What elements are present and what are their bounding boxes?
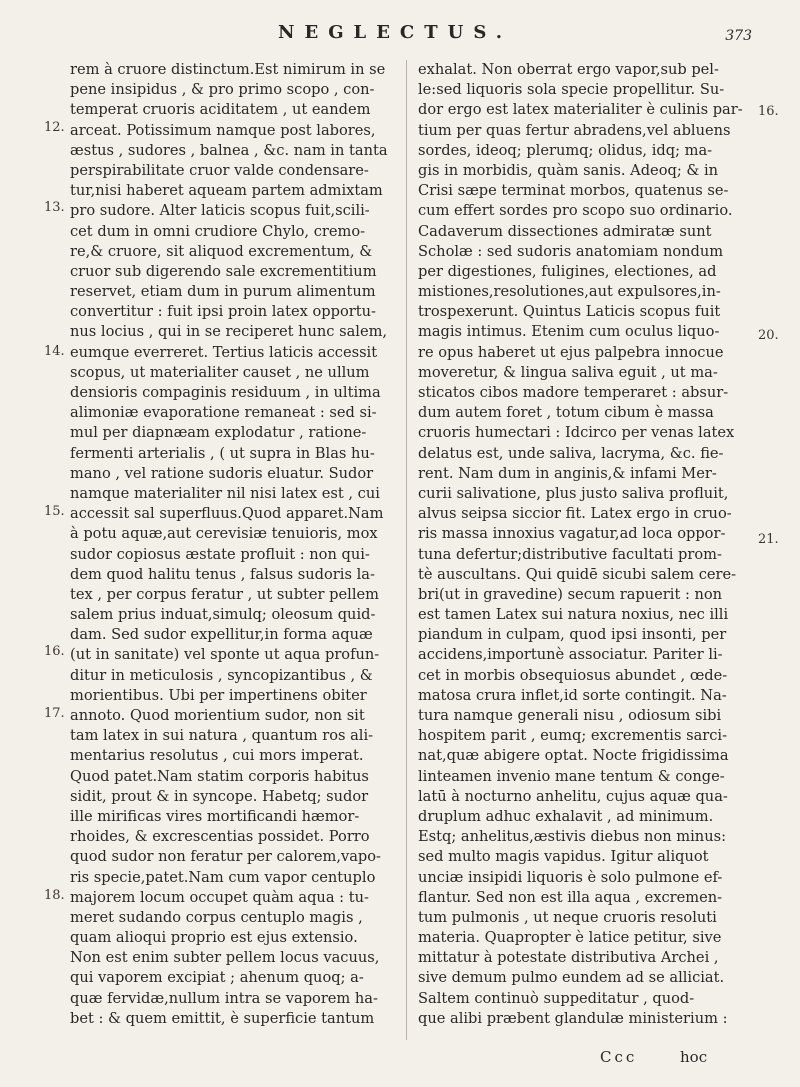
text-line: tam latex in sui natura , quantum ros ali- [70,727,374,745]
text-line: cruoris humectari : Idcirco per venas latex [418,424,735,442]
text-line: gis in morbidis, quàm sanis. Adeoq; & in [418,161,719,179]
text-line: tium per quas fertur abradens,vel abluens [418,121,731,139]
text-line: hospitem parit , eumq; excrementis sarci- [418,727,728,745]
text-line: mul per diapnæam explodatur , ratione- [70,424,367,442]
text-line: dum autem foret , totum cibum è massa [418,404,714,422]
margin-number: 20. [758,328,779,343]
text-line: Cadaverum dissectiones admiratæ sunt [418,222,712,240]
text-line: Scholæ : sed sudoris anatomiam nondum [418,242,724,260]
text-line: mano , vel ratione sudoris eluatur. Sudor [70,464,374,482]
text-line: qui vaporem excipiat ; ahenum quoq; a- [70,969,364,987]
text-line: mistiones,resolutiones,aut expulsores,in- [418,283,721,301]
text-line: accidens,importunè associatur. Pariter li- [418,646,723,664]
text-line: nat,quæ abigere optat. Nocte frigidissima [418,747,729,765]
text-line: sed multo magis vapidus. Igitur aliquot [418,848,709,866]
text-line: unciæ insipidi liquoris è solo pulmone ef- [418,868,723,886]
text-line: re,& cruore, sit aliquod excrementum, & [70,242,373,260]
text-line: rem à cruore distinctum.Est nimirum in se [70,61,386,78]
text-line: nus locius , qui in se reciperet hunc salem, [70,323,388,341]
margin-number: 14. [44,344,65,359]
text-line: meret sudando corpus centuplo magis , [70,908,363,926]
text-line: bri(ut in gravedine) secum rapuerit : non [418,585,723,603]
text-line: perspirabilitate cruor valde condensare- [70,161,369,179]
text-line: temperat cruoris aciditatem , ut eandem [70,101,371,119]
text-line: per digestiones, fuligines, electiones, ad [418,262,717,280]
text-line: exhalat. Non oberrat ergo vapor,sub pel- [418,61,719,78]
text-line: accessit sal superfluus.Quod apparet.Nam [70,505,384,523]
text-line: piandum in culpam, quod ipsi insonti, per [418,626,727,644]
margin-number: 13. [44,200,65,215]
text-line: magis intimus. Etenim cum oculus liquo- [418,323,720,341]
margin-number: 12. [44,120,65,135]
text-line: alvus seipsa siccior fit. Latex ergo in cruo- [418,505,732,523]
text-line: sticatos cibos madore temperaret : absur- [418,384,729,401]
page-number: 373 [725,28,752,44]
text-line: ditur in meticulosis , syncopizantibus , & [70,666,373,684]
text-line: sidit, prout & in syncope. Habetq; sudor [70,787,369,805]
text-line: druplum adhuc exhalavit , ad minimum. [418,807,714,825]
text-line: à potu aquæ,aut cerevisiæ tenuioris, mox [70,525,378,543]
text-line: trospexerunt. Quintus Laticis scopus fuit [418,303,721,321]
text-line: moveretur, & lingua saliva eguit , ut ma- [418,363,718,381]
text-line: delatus est, unde saliva, lacryma, &c. fie- [418,444,724,462]
text-line: tura namque generali nisu , odiosum sibi [418,707,722,724]
text-line: latū à nocturno anhelitu, cujus aquæ qua- [418,787,728,805]
text-line: namque materialiter nil nisi latex est , cui [70,484,380,502]
text-line: quam alioqui proprio est ejus extensio. [70,929,358,947]
text-line: pro sudore. Alter laticis scopus fuit,scili- [70,202,370,220]
text-line: Saltem continuò suppeditatur , quod- [418,989,695,1007]
text-line: arceat. Potissimum namque post labores, [70,121,376,139]
text-line: sive demum pulmo eundem ad se alliciat. [418,969,725,987]
text-line: dor ergo est latex materialiter è culinis par- [418,101,743,119]
text-line: Crisi sæpe terminat morbos, quatenus se- [418,182,729,200]
text-line: rent. Nam dum in anginis,& infami Mer- [418,464,717,482]
text-line: matosa crura inflet,id sorte contingit. Na- [418,686,727,704]
text-line: ris specie,patet.Nam cum vapor centuplo [70,868,376,886]
text-line: cum effert sordes pro scopo suo ordinario. [418,202,733,220]
text-line: densioris compaginis residuum , in ultima [70,384,381,401]
text-column-right [418,60,748,1029]
text-line: quæ fervidæ,nullum intra se vaporem ha- [70,989,378,1007]
text-line: sordes, ideoq; plerumq; olidus, idq; ma- [418,141,713,159]
text-line: Estq; anhelitus,æstivis diebus non minus: [418,828,726,846]
margin-number: 16. [758,104,779,119]
text-line: tuna defertur;distributive facultati prom- [418,545,722,563]
text-line: Quod patet.Nam statim corporis habitus [70,767,369,785]
text-line: (ut in sanitate) vel sponte ut aqua profun- [70,646,380,664]
text-line: fermenti arterialis , ( ut supra in Blas hu- [70,444,375,462]
text-line: rhoides, & excrescentias possidet. Porro [70,828,370,846]
text-line: reservet, etiam dum in purum alimentum [70,283,376,301]
text-line: linteamen invenio mane tentum & conge- [418,767,725,785]
text-line: flantur. Sed non est illa aqua , excremen- [418,888,723,906]
catchword: hoc [680,1048,708,1066]
text-line: tex , per corpus feratur , ut subter pellem [70,585,379,603]
margin-number: 17. [44,706,65,721]
margin-number: 21. [758,532,779,547]
text-column-left [70,60,410,1029]
text-line: scopus, ut materialiter causet , ne ullum [70,363,370,381]
text-line: ille mirificas vires mortificandi hæmor- [70,807,360,825]
text-line: curii salivatione, plus justo saliva profluit, [418,484,729,502]
text-line: pene insipidus , & pro primo scopo , con- [70,81,375,99]
text-line: convertitur : fuit ipsi proin latex opportu- [70,303,376,321]
text-line: dem quod halitu tenus , falsus sudoris la- [70,565,375,583]
text-line: le:sed liquoris sola specie propellitur. Su- [418,81,725,99]
running-head: NEGLECTUS. [278,22,512,43]
text-line: Non est enim subter pellem locus vacuus, [70,949,380,967]
text-line: sudor copiosus æstate profluit : non qui- [70,545,370,563]
text-line: bet : & quem emittit, è superficie tantum [70,1009,375,1027]
signature-mark: Ccc [600,1048,638,1066]
text-line: tur,nisi haberet aqueam partem admixtam [70,182,383,200]
text-line: alimoniæ evaporatione remaneat : sed si- [70,404,377,422]
text-line: eumque everreret. Tertius laticis accessit [70,343,378,361]
text-line: morientibus. Ubi per impertinens obiter [70,686,367,704]
text-line: salem prius induat,simulq; oleosum quid- [70,606,376,624]
page-header [0,22,800,62]
text-line: ris massa innoxius vagatur,ad loca oppor- [418,525,726,543]
text-line: re opus haberet ut ejus palpebra innocue [418,343,724,361]
text-line: tum pulmonis , ut neque cruoris resoluti [418,908,717,926]
text-line: mentarius resolutus , cui mors imperat. [70,747,364,765]
text-line: que alibi præbent glandulæ ministerium : [418,1009,728,1027]
text-line: materia. Quapropter è latice petitur, sive [418,929,722,947]
text-line: est tamen Latex sui natura noxius, nec illi [418,606,729,624]
text-line: cet in morbis obsequiosus abundet , œde- [418,666,728,684]
text-line: mittatur à potestate distributiva Archei , [418,949,719,967]
text-line: æstus , sudores , balnea , &c. nam in tanta [70,141,388,159]
text-line: tè auscultans. Qui quidē sicubi salem cere- [418,565,737,583]
text-line: quod sudor non feratur per calorem,vapo- [70,848,381,866]
text-line: cruor sub digerendo sale excrementitium [70,262,377,280]
margin-number: 18. [44,888,65,903]
column-divider [406,60,407,1040]
text-line: annoto. Quod morientium sudor, non sit [70,707,365,724]
text-line: dam. Sed sudor expellitur,in forma aquæ [70,626,373,644]
margin-number: 16. [44,644,65,659]
text-line: cet dum in omni crudiore Chylo, cremo- [70,222,366,240]
text-line: majorem locum occupet quàm aqua : tu- [70,888,369,906]
margin-number: 15. [44,504,65,519]
